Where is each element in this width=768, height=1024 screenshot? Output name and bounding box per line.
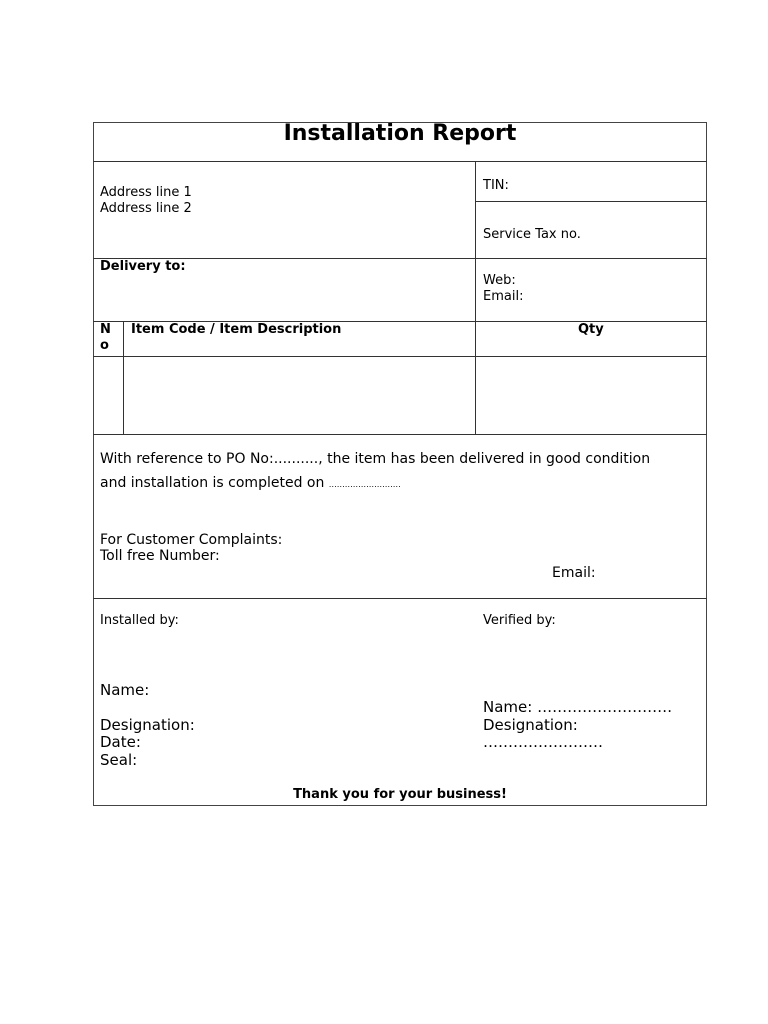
divider-signatures	[93, 598, 707, 599]
divider-title	[93, 161, 707, 162]
complaints-email-label: Email:	[552, 565, 596, 581]
reference-line-1: With reference to PO No:.........., the item has been delivered in good condition	[100, 451, 651, 467]
installer-name-label: Name:	[100, 681, 150, 699]
installer-date-label: Date:	[100, 733, 141, 751]
email-label: Email:	[483, 289, 524, 304]
table-header-no-1: N	[100, 322, 111, 337]
toll-free-label: Toll free Number:	[100, 548, 220, 564]
reference-line-2-text: and installation is completed on	[100, 475, 325, 491]
divider-no-column	[123, 321, 124, 435]
web-label: Web:	[483, 273, 516, 288]
table-header-no-2: o	[100, 338, 109, 353]
divider-tin	[476, 201, 707, 202]
footer-thanks: Thank you for your business!	[293, 787, 507, 802]
verifier-designation-label: Designation:	[483, 716, 578, 734]
complaints-heading: For Customer Complaints:	[100, 532, 283, 548]
tin-label: TIN:	[483, 178, 509, 193]
divider-right-column	[475, 161, 476, 435]
divider-table-end	[93, 434, 707, 435]
verifier-name-label: Name: ………………………	[483, 698, 673, 716]
installer-designation-label: Designation:	[100, 716, 195, 734]
verified-by-label: Verified by:	[483, 613, 556, 628]
verifier-designation-blank: ……………………	[483, 733, 603, 751]
address-line-1: Address line 1	[100, 185, 192, 200]
reference-line-2	[100, 475, 401, 492]
page-title: Installation Report	[283, 121, 517, 146]
address-line-2: Address line 2	[100, 201, 192, 216]
installed-by-label: Installed by:	[100, 613, 179, 628]
installer-seal-label: Seal:	[100, 751, 138, 769]
completion-date-blank: ………………………	[328, 480, 401, 489]
service-tax-label: Service Tax no.	[483, 227, 581, 242]
delivery-to-label: Delivery to:	[100, 259, 186, 274]
divider-table-header	[93, 356, 707, 357]
table-header-item: Item Code / Item Description	[131, 322, 342, 337]
table-header-qty: Qty	[578, 322, 604, 337]
